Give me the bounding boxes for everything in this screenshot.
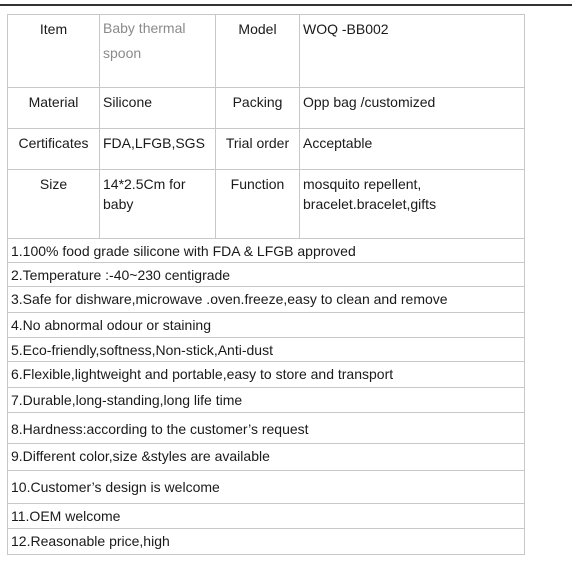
- spec-value: 14*2.5Cm for baby: [100, 170, 216, 239]
- spec-value: Opp bag /customized: [300, 88, 525, 129]
- spec-label: Packing: [216, 88, 300, 129]
- feature-row: [8, 388, 525, 413]
- feature-row: [8, 504, 525, 529]
- spec-row-certificates: [8, 129, 525, 170]
- spec-value: Baby thermal spoon: [100, 15, 216, 88]
- spec-value: Acceptable: [300, 129, 525, 170]
- top-divider: [0, 4, 572, 6]
- feature-row: [8, 444, 525, 471]
- spec-row-item: [8, 15, 525, 88]
- feature-text: 8.Hardness:according to the customer’s request: [8, 413, 525, 444]
- feature-text: 3.Safe for dishware,microwave .oven.freeze,easy to clean and remove: [8, 287, 525, 313]
- spec-value: mosquito repellent, bracelet.bracelet,gifts: [300, 170, 525, 239]
- feature-text: 10.Customer’s design is welcome: [8, 471, 525, 504]
- spec-label: Function: [216, 170, 300, 239]
- spec-label: Trial order: [216, 129, 300, 170]
- feature-text: 6.Flexible,lightweight and portable,easy to store and transport: [8, 362, 525, 388]
- product-spec-table: [7, 14, 525, 555]
- spec-label: Certificates: [8, 129, 100, 170]
- feature-row: [8, 338, 525, 362]
- spec-row-size: [8, 170, 525, 239]
- spec-value: FDA,LFGB,SGS: [100, 129, 216, 170]
- feature-text: 12.Reasonable price,high: [8, 529, 525, 555]
- feature-row: [8, 313, 525, 338]
- spec-row-material: [8, 88, 525, 129]
- feature-row: [8, 362, 525, 388]
- spec-label: Material: [8, 88, 100, 129]
- spec-label: Size: [8, 170, 100, 239]
- spec-value: WOQ -BB002: [300, 15, 525, 88]
- feature-row: [8, 529, 525, 555]
- feature-row: [8, 471, 525, 504]
- feature-row: [8, 263, 525, 287]
- spec-label: Item: [8, 15, 100, 88]
- spec-label: Model: [216, 15, 300, 88]
- feature-row: [8, 239, 525, 263]
- feature-text: 11.OEM welcome: [8, 504, 525, 529]
- feature-text: 4.No abnormal odour or staining: [8, 313, 525, 338]
- feature-row: [8, 413, 525, 444]
- feature-text: 5.Eco-friendly,softness,Non-stick,Anti-dust: [8, 338, 525, 362]
- feature-row: [8, 287, 525, 313]
- feature-text: 1.100% food grade silicone with FDA & LFGB approved: [8, 239, 525, 263]
- feature-text: 9.Different color,size &styles are available: [8, 444, 525, 471]
- feature-text: 2.Temperature :-40~230 centigrade: [8, 263, 525, 287]
- feature-text: 7.Durable,long-standing,long life time: [8, 388, 525, 413]
- spec-value: Silicone: [100, 88, 216, 129]
